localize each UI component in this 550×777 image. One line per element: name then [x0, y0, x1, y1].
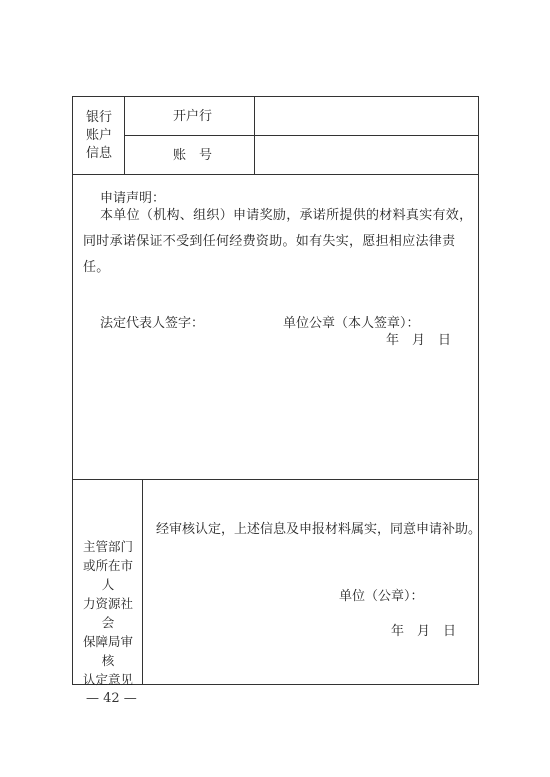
review-label-line-2: 或所在市人 — [82, 558, 133, 592]
bank-name-label: 开户行 — [173, 109, 213, 124]
declaration-date: 年 月 日 — [386, 333, 452, 348]
review-label-line-4: 保障局审核 — [82, 634, 133, 668]
review-label-divider — [142, 479, 143, 684]
review-opinion-text: 经审核认定，上述信息及申报材料属实，同意申请补助。 — [156, 522, 482, 537]
bank-name-value[interactable] — [263, 110, 468, 126]
bank-section-bottom — [73, 174, 478, 175]
bank-row-divider — [124, 135, 479, 136]
bank-account-info-label — [79, 109, 119, 163]
bank-label-line-2: 账户 — [85, 128, 112, 143]
unit-seal-label: 单位公章（本人签章）： — [283, 316, 420, 331]
declaration-line-1: 本单位（机构、组织）申请奖励，承诺所提供的材料真实有效， — [100, 208, 473, 223]
declaration-line-2: 同时承诺保证不受到任何经费资助。如有失实，愿担相应法律责任。 — [83, 234, 456, 275]
page-number: — 42 — — [86, 691, 137, 706]
declaration-body — [83, 203, 475, 281]
review-seal-label: 单位（公章）： — [339, 589, 424, 604]
bank-label-line-3: 信息 — [85, 146, 112, 161]
bank-label-line-1: 银行 — [85, 110, 112, 125]
account-number-label: 账 号 — [173, 148, 213, 163]
review-label-line-3: 力资源社会 — [82, 596, 133, 630]
legal-representative-signature-label: 法定代表人签字： — [100, 316, 205, 331]
declaration-title: 申请声明： — [100, 191, 166, 206]
review-date: 年 月 日 — [391, 624, 457, 639]
application-form-table — [72, 96, 482, 687]
review-label-line-1: 主管部门 — [82, 539, 133, 554]
review-authority-label — [77, 537, 139, 689]
declaration-section-bottom — [73, 479, 478, 480]
account-number-value[interactable] — [263, 149, 468, 165]
review-label-line-5: 认定意见 — [82, 672, 133, 687]
